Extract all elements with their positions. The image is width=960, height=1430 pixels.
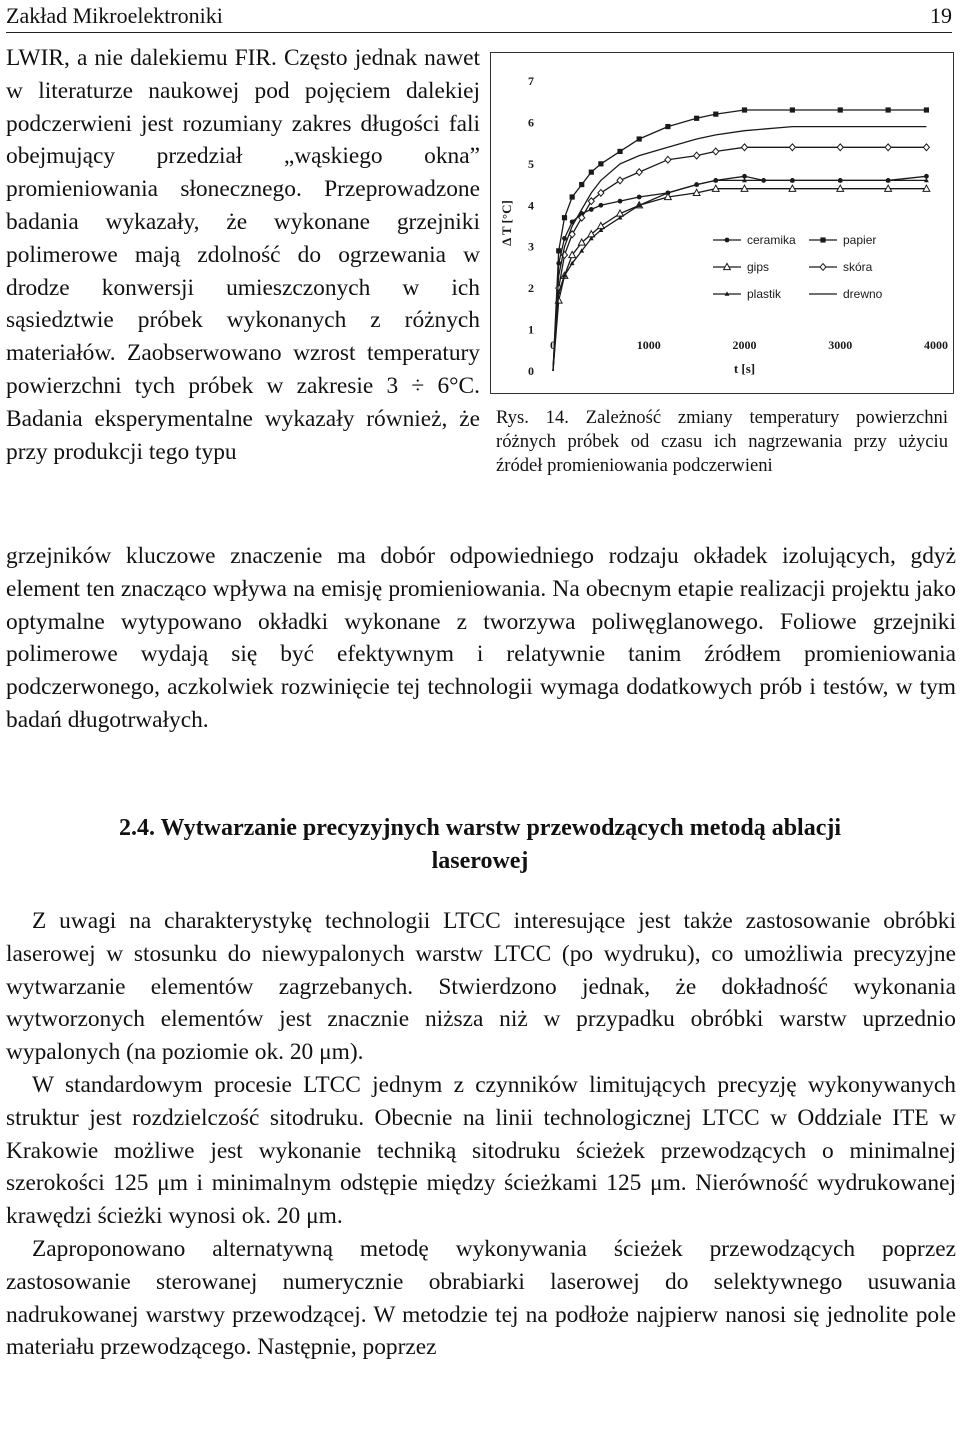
intro-paragraph: LWIR, a nie dalekiemu FIR. Często jednak nawet w literaturze naukowej pod pojęciem dalekiej podczerwieni jest rozumiany zakres długości fali obejmujący przedział „wąskiego okna” promieniowania słonecznego. Przeprowadzone badania wykazały, że wykonane grzejniki polimerowe mają zdolność do ogrzewania w drodze konwersji umieszczonych w ich sąsiedztwie próbek wykonanych z różnych materiałów. Zaobserwowano wzrost temperatury powierzchni tych próbek w zakresie 3 ÷ 6°C. Badania eksperymentalne wykazały również, że przy produkcji tego typu (6, 45, 480, 465)
data-point (886, 107, 891, 112)
series-line-5 (553, 127, 926, 371)
figure-14 (490, 52, 954, 478)
y-tick-label: 0 (528, 364, 534, 378)
data-point (789, 144, 795, 151)
section-heading-line2: laserowej (431, 848, 529, 874)
data-point (636, 169, 642, 176)
y-tick-label: 4 (528, 198, 534, 213)
data-point (556, 248, 561, 253)
legend-label: papier (843, 233, 877, 247)
data-point (570, 194, 575, 199)
data-point (598, 203, 603, 208)
data-point (885, 144, 891, 151)
legend-swatch-marker (725, 238, 730, 243)
y-tick-label: 1 (528, 322, 534, 337)
legend-swatch-marker (820, 264, 826, 271)
y-tick-label: 3 (528, 239, 534, 254)
x-tick-label: 1000 (636, 338, 661, 352)
legend-label: drewno (843, 287, 883, 301)
data-point (579, 182, 584, 187)
legend-label: ceramika (747, 233, 796, 247)
data-point (742, 107, 747, 112)
data-point (665, 156, 671, 163)
figure-caption: Rys. 14. Zależność zmiany temperatury powierzchni różnych próbek od czasu ich nagrzewania przy użyciu źródeł promieniowania podczerwieni (496, 407, 948, 476)
legend-label: plastik (747, 287, 782, 301)
data-point (837, 144, 843, 151)
data-point (924, 107, 929, 112)
data-point (598, 161, 603, 166)
section-heading-line1: 2.4. Wytwarzanie precyzyjnych warstw przewodzących metodą ablacji (118, 815, 842, 841)
data-point (694, 116, 699, 121)
data-point (562, 236, 567, 241)
y-axis-title: Δ T [°C] (499, 200, 514, 246)
legend-label: gips (747, 260, 770, 274)
data-point (617, 177, 623, 184)
data-point (637, 136, 642, 141)
x-tick-label: 3000 (828, 338, 853, 352)
data-point (713, 112, 718, 117)
y-tick-label: 5 (528, 156, 534, 171)
data-point (742, 144, 748, 151)
data-point (589, 170, 594, 175)
data-point (637, 195, 642, 200)
temperature-chart (491, 53, 953, 393)
data-point (665, 124, 670, 129)
data-point (589, 207, 594, 212)
header-department: Zakład Mikroelektroniki (6, 3, 223, 28)
x-axis-title: t [s] (733, 361, 756, 376)
y-tick-label: 6 (528, 115, 534, 130)
x-tick-label: 4000 (924, 338, 948, 352)
page-number: 19 (930, 3, 952, 28)
data-point (838, 107, 843, 112)
data-point (694, 152, 700, 159)
x-tick-label: 0 (550, 338, 556, 352)
data-point (618, 199, 623, 204)
data-point (790, 107, 795, 112)
legend-swatch-marker (820, 237, 825, 242)
section-body (6, 905, 956, 1364)
data-point (617, 149, 622, 154)
y-tick-label: 2 (528, 281, 534, 296)
chart-frame (490, 52, 954, 394)
data-point (562, 215, 567, 220)
body-paragraph: Z uwagi na charakterystykę technologii LTCC interesujące jest także zastosowanie obróbki laserowej w stosunku do niewypalonych warstw LTCC (po wydruku), co umożliwia precyzyjne wytwarzanie elementów zagrzebanych. Stwierdzono jednak, że dokładność wykonania wytworzonych elementów jest znacznie niższa niż w przypadku obróbki warstw uprzednio wypalonych (na poziomie ok. 20 μm). (6, 908, 956, 1066)
y-tick-label: 7 (528, 74, 534, 88)
body-paragraph: W standardowym procesie LTCC jednym z czynników limitujących precyzję wykonywanych struktur jest rozdzielczość sitodruku. Obecnie na linii technologicznej LTCC w Oddziale ITE w Krakowie możliwe jest wykonanie techniką sitodruku ścieżek przewodzących o minimalnej szerokości 125 μm i minimalnym odstępie między ścieżkami 125 μm. Nierówność wydrukowanej krawędzi ścieżki wynosi ok. 20 μm. (6, 1071, 956, 1230)
section-heading (0, 812, 960, 878)
x-tick-label: 2000 (732, 338, 757, 352)
data-point (923, 144, 929, 151)
page-header (6, 2, 952, 33)
body-paragraph: Zaproponowano alternatywną metodę wykonywania ścieżek przewodzących poprzez zastosowanie sterowanej numerycznie obrabiarki laserowej do selektywnego usuwania nadrukowanej warstwy przewodzącej. W metodzie tej na podłoże najpierw nanosi się jednolite pole materiału przewodzącego. Następnie, poprzez (6, 1235, 956, 1361)
continuation-paragraph: grzejników kluczowe znaczenie ma dobór odpowiedniego rodzaju okładek izolujących, gdyż element ten znacząco wpływa na emisję promieniowania. Na obecnym etapie realizacji projektu jako optymalne wytypowano okładki wykonane z tworzywa poliwęglanowego. Foliowe grzejniki polimerowe wydają się być efektywnym i relatywnie tanim źródłem promieniowania podczerwonego, aczkolwiek rozwinięcie tej technologii wymaga dodatkowych prób i testów, w tym badań długotrwałych. (6, 543, 956, 733)
legend-label: skóra (843, 260, 873, 274)
data-point (713, 148, 719, 155)
